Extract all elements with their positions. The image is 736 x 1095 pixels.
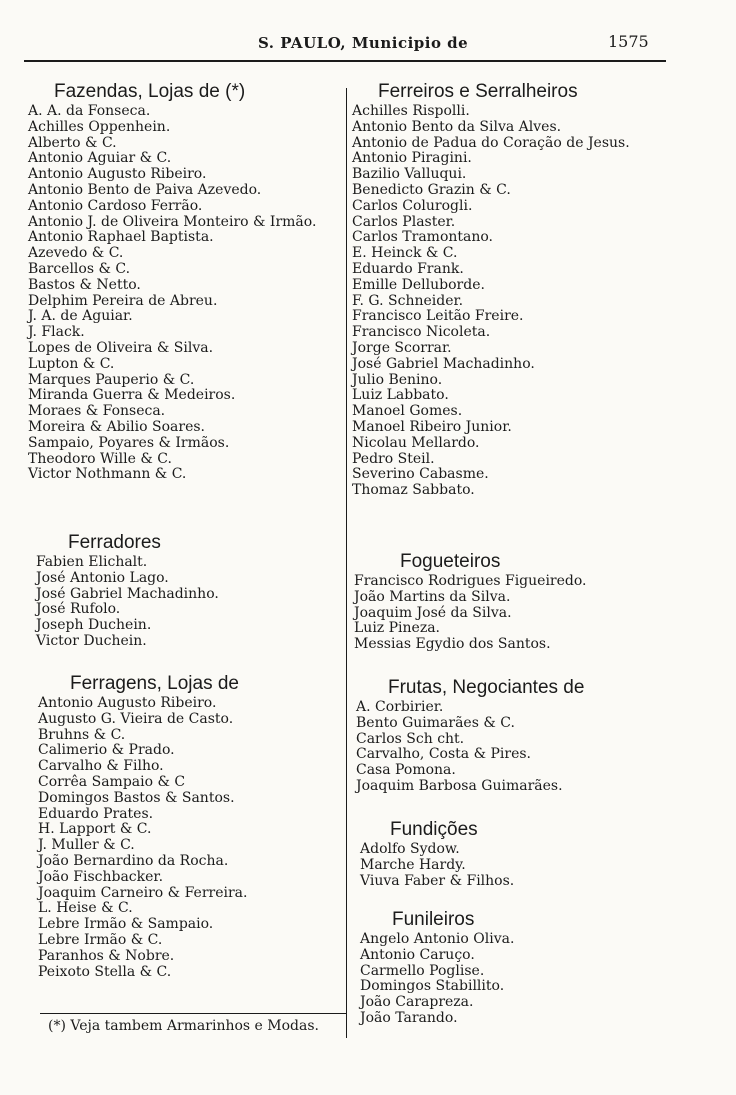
- list-item: Manoel Ribeiro Junior.: [352, 418, 512, 435]
- entry-list: [28, 104, 316, 483]
- list-item: Adolfo Sydow.: [360, 841, 460, 857]
- list-item: José Gabriel Machadinho.: [36, 585, 219, 602]
- list-item: Jorge Scorrar.: [352, 339, 452, 356]
- list-item: Francisco Nicoleta.: [352, 324, 491, 341]
- list-item: Carlos Tramontano.: [352, 229, 494, 246]
- list-item: João Martins da Silva.: [354, 588, 511, 605]
- list-item: Marques Pauperio & C.: [28, 371, 195, 388]
- list-item: Paranhos & Nobre.: [38, 947, 175, 964]
- list-item: J. Muller & C.: [38, 837, 135, 854]
- list-item: Antonio de Padua do Coração de Jesus.: [352, 134, 630, 151]
- entry-list: [352, 574, 587, 653]
- section-title: Fazendas, Lojas de (*): [54, 81, 246, 102]
- list-item: Thomaz Sabbato.: [352, 482, 475, 499]
- section-fundicoes: [352, 818, 514, 889]
- list-item: Corrêa Sampaio & C: [38, 773, 186, 790]
- section-fazendas: [28, 80, 316, 483]
- list-item: Antonio Augusto Ribeiro.: [28, 166, 207, 183]
- list-item: Carvalho, Costa & Pires.: [356, 746, 531, 763]
- list-item: Casa Pomona.: [356, 762, 456, 779]
- list-item: João Tarando.: [360, 1009, 458, 1026]
- list-item: Benedicto Grazin & C.: [352, 181, 511, 198]
- entry-list: [352, 842, 514, 889]
- list-item: Eduardo Frank.: [352, 260, 464, 277]
- list-item: Achilles Oppenhein.: [28, 118, 171, 135]
- list-item: Severino Cabasme.: [352, 466, 489, 483]
- list-item: Achilles Rispolli.: [352, 103, 470, 119]
- list-item: Luiz Labbato.: [352, 387, 449, 404]
- list-item: Sampaio, Poyares & Irmãos.: [28, 434, 230, 451]
- section-frutas: [352, 676, 584, 795]
- section-funileiros: [352, 908, 514, 1027]
- list-item: J. A. de Aguiar.: [28, 308, 133, 325]
- section-ferradores: [28, 531, 219, 650]
- list-item: Joaquim Carneiro & Ferreira.: [38, 884, 248, 901]
- list-item: Eduardo Prates.: [38, 805, 154, 822]
- list-item: Moreira & Abilio Soares.: [28, 418, 205, 435]
- list-item: Delphim Pereira de Abreu.: [28, 292, 218, 309]
- list-item: E. Heinck & C.: [352, 245, 458, 262]
- list-item: Carlos Colurogli.: [352, 197, 473, 214]
- section-ferragens: [28, 672, 247, 980]
- section-title: Ferradores: [68, 532, 161, 553]
- list-item: Bazilio Valluqui.: [352, 166, 467, 183]
- list-item: A. A. da Fonseca.: [28, 103, 151, 119]
- list-item: Lupton & C.: [28, 355, 115, 372]
- list-item: Carmello Poglise.: [360, 962, 485, 979]
- list-item: Theodoro Wille & C.: [28, 450, 172, 467]
- list-item: Pedro Steil.: [352, 450, 435, 467]
- list-item: Azevedo & C.: [28, 245, 124, 262]
- list-item: J. Flack.: [28, 324, 85, 341]
- page-header: [0, 32, 736, 58]
- list-item: Alberto & C.: [28, 134, 117, 151]
- list-item: Marche Hardy.: [360, 856, 466, 873]
- list-item: Antonio J. de Oliveira Monteiro & Irmão.: [28, 213, 317, 230]
- list-item: Antonio Piragini.: [352, 150, 472, 167]
- list-item: Antonio Aguiar & C.: [28, 150, 172, 167]
- section-title: Ferreiros e Serralheiros: [378, 81, 578, 102]
- list-item: Antonio Augusto Ribeiro.: [38, 695, 217, 711]
- list-item: José Antonio Lago.: [36, 569, 169, 586]
- list-item: Domingos Bastos & Santos.: [38, 789, 235, 806]
- section-title: Fogueteiros: [400, 551, 501, 572]
- list-item: Calimerio & Prado.: [38, 742, 175, 759]
- entry-list: [28, 696, 247, 980]
- section-title: Fundições: [390, 819, 478, 840]
- list-item: Augusto G. Vieira de Casto.: [38, 710, 234, 727]
- list-item: Bastos & Netto.: [28, 276, 141, 293]
- list-item: Carlos Sch cht.: [356, 730, 465, 747]
- list-item: Victor Nothmann & C.: [28, 466, 187, 483]
- page-number: 1575: [608, 32, 649, 51]
- list-item: José Rufolo.: [36, 601, 121, 618]
- list-item: H. Lapport & C.: [38, 821, 152, 838]
- list-item: Viuva Faber & Filhos.: [360, 872, 515, 889]
- list-item: Lebre Irmão & Sampaio.: [38, 916, 214, 933]
- entry-list: [352, 700, 584, 795]
- section-title: Frutas, Negociantes de: [388, 677, 585, 698]
- entry-list: [28, 555, 219, 650]
- list-item: Angelo Antonio Oliva.: [360, 931, 515, 947]
- section-title: Ferragens, Lojas de: [70, 673, 239, 694]
- list-item: Domingos Stabillito.: [360, 978, 505, 995]
- list-item: Bruhns & C.: [38, 726, 126, 743]
- section-ferreiros: [352, 80, 630, 499]
- list-item: Lebre Irmão & C.: [38, 931, 163, 948]
- list-item: Antonio Cardoso Ferrão.: [28, 197, 203, 214]
- list-item: Messias Egydio dos Santos.: [354, 636, 551, 653]
- entry-list: [352, 932, 514, 1027]
- list-item: Julio Benino.: [352, 371, 443, 388]
- list-item: Moraes & Fonseca.: [28, 403, 166, 420]
- list-item: Bento Guimarães & C.: [356, 714, 515, 731]
- list-item: Fabien Elichalt.: [36, 554, 148, 570]
- list-item: Joaquim Barbosa Guimarães.: [356, 777, 563, 794]
- list-item: Emille Delluborde.: [352, 276, 485, 293]
- list-item: Antonio Bento da Silva Alves.: [352, 118, 562, 135]
- footnote: (*) Veja tambem Armarinhos e Modas.: [48, 1018, 319, 1034]
- list-item: Victor Duchein.: [36, 632, 147, 649]
- list-item: Joseph Duchein.: [36, 617, 152, 634]
- footnote-rule: [40, 1013, 346, 1014]
- list-item: Peixoto Stella & C.: [38, 963, 172, 980]
- list-item: Francisco Rodrigues Figueiredo.: [354, 573, 587, 589]
- list-item: Antonio Caruço.: [360, 946, 475, 963]
- section-fogueteiros: [352, 550, 587, 653]
- list-item: Carvalho & Filho.: [38, 758, 164, 775]
- list-item: Luiz Pineza.: [354, 620, 440, 637]
- list-item: Carlos Plaster.: [352, 213, 456, 230]
- list-item: João Carapreza.: [360, 994, 474, 1011]
- list-item: Lopes de Oliveira & Silva.: [28, 339, 214, 356]
- list-item: Barcellos & C.: [28, 260, 131, 277]
- list-item: Antonio Raphael Baptista.: [28, 229, 214, 246]
- section-title: Funileiros: [392, 909, 475, 930]
- entry-list: [352, 104, 630, 499]
- list-item: José Gabriel Machadinho.: [352, 355, 535, 372]
- list-item: João Bernardino da Rocha.: [38, 852, 229, 869]
- list-item: F. G. Schneider.: [352, 292, 464, 309]
- list-item: João Fischbacker.: [38, 868, 164, 885]
- list-item: L. Heise & C.: [38, 900, 133, 917]
- page-title: S. PAULO, Municipio de: [258, 34, 469, 52]
- list-item: A. Corbirier.: [356, 699, 444, 715]
- list-item: Manoel Gomes.: [352, 403, 463, 420]
- list-item: Antonio Bento de Paiva Azevedo.: [28, 181, 262, 198]
- list-item: Francisco Leitão Freire.: [352, 308, 524, 325]
- column-divider: [346, 88, 347, 1038]
- header-rule: [24, 60, 666, 62]
- list-item: Joaquim José da Silva.: [354, 604, 512, 621]
- list-item: Nicolau Mellardo.: [352, 434, 480, 451]
- list-item: Miranda Guerra & Medeiros.: [28, 387, 236, 404]
